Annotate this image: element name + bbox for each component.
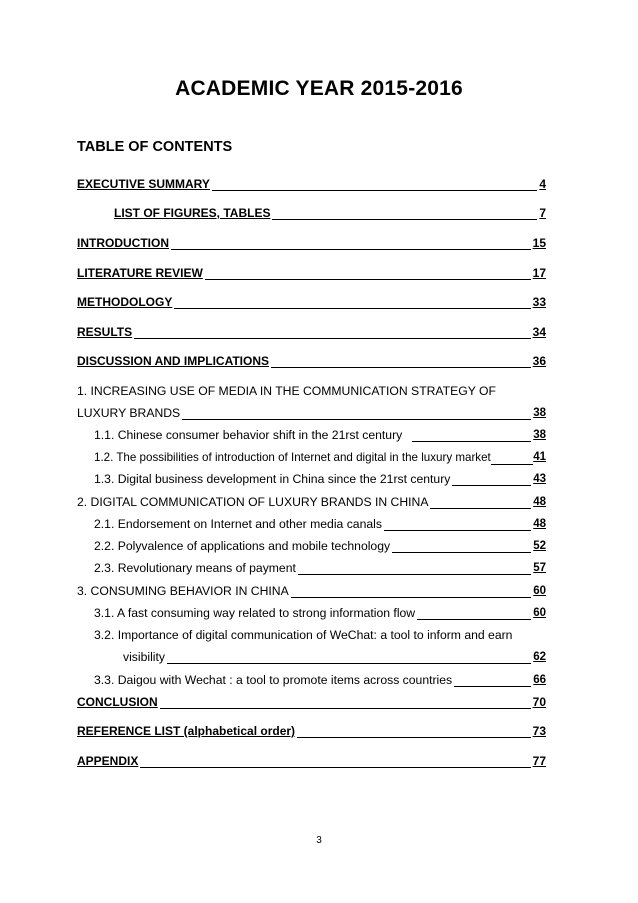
toc-entry-label: 1.1. Chinese consumer behavior shift in the 21rst century	[94, 428, 403, 442]
leader-line	[417, 619, 531, 620]
toc-entry-page: 7	[539, 206, 546, 220]
toc-entry-page: 34	[532, 325, 546, 339]
toc-entry-page: 33	[532, 295, 546, 309]
toc-entry-3-2-line1[interactable]: 3.2. Importance of digital communication of WeChat: a tool to inform and earn	[94, 628, 513, 642]
toc-entry-label: REFERENCE LIST (alphabetical order)	[77, 724, 296, 738]
leader-line	[298, 574, 531, 575]
toc-entry-page: 73	[532, 724, 546, 738]
leader-line	[212, 190, 537, 191]
toc-entry-label: DISCUSSION AND IMPLICATIONS	[77, 354, 270, 368]
leader-line	[160, 708, 531, 709]
toc-entry-page: 4	[539, 177, 546, 191]
toc-entry-2-2[interactable]	[94, 539, 546, 554]
toc-entry-list-of-figures[interactable]	[114, 206, 546, 221]
leader-line	[430, 508, 531, 509]
toc-entry-label: 2.2. Polyvalence of applications and mobile technology	[94, 539, 391, 553]
leader-line	[134, 338, 531, 339]
toc-entry-page: 38	[533, 429, 546, 441]
toc-entry-section1[interactable]	[77, 406, 546, 421]
toc-entry-label: CONCLUSION	[77, 695, 158, 709]
toc-entry-discussion[interactable]	[77, 354, 546, 369]
leader-line	[171, 249, 531, 250]
toc-entry-label: LITERATURE REVIEW	[77, 266, 203, 280]
toc-entry-section1-line1[interactable]: 1. INCREASING USE OF MEDIA IN THE COMMUNICATION STRATEGY OF	[77, 384, 496, 398]
leader-line	[291, 597, 531, 598]
toc-entry-2-3[interactable]	[94, 561, 546, 576]
toc-entry-literature-review[interactable]	[77, 266, 546, 281]
toc-entry-label: LUXURY BRANDS	[77, 406, 181, 420]
toc-entry-label: RESULTS	[77, 325, 133, 339]
leader-line	[392, 552, 531, 553]
toc-entry-methodology[interactable]	[77, 295, 546, 310]
toc-entry-page: 62	[533, 651, 546, 663]
toc-entry-page: 57	[533, 562, 546, 574]
leader-line	[491, 464, 533, 465]
toc-entry-results[interactable]	[77, 325, 546, 340]
toc-entry-label: APPENDIX	[77, 754, 139, 768]
toc-entry-label: EXECUTIVE SUMMARY	[77, 177, 210, 191]
leader-line	[454, 686, 531, 687]
toc-entry-page: 48	[533, 496, 546, 508]
toc-entry-page: 77	[532, 754, 546, 768]
toc-entry-label: LIST OF FIGURES, TABLES	[114, 206, 271, 220]
toc-entry-1-2[interactable]	[94, 450, 546, 465]
toc-entry-page: 17	[532, 266, 546, 280]
toc-entry-page: 15	[532, 236, 546, 250]
leader-line	[174, 308, 530, 309]
toc-entry-label: 2. DIGITAL COMMUNICATION OF LUXURY BRANDS IN CHINA	[77, 495, 429, 509]
leader-line	[182, 419, 531, 420]
toc-entry-page: 70	[532, 695, 546, 709]
toc-entry-1-3[interactable]	[94, 472, 546, 487]
leader-line	[205, 279, 531, 280]
toc-entry-label: 2.3. Revolutionary means of payment	[94, 561, 296, 575]
toc-entry-label: 3.1. A fast consuming way related to strong information flow	[94, 606, 416, 620]
toc-entry-label: METHODOLOGY	[77, 295, 173, 309]
leader-line	[412, 441, 531, 442]
toc-entry-section3[interactable]	[77, 584, 546, 599]
toc-entry-label: 1.3. Digital business development in China since the 21rst century	[94, 472, 451, 486]
page-title: ACADEMIC YEAR 2015-2016	[175, 77, 463, 100]
toc-entry-label: 1.2. The possibilities of introduction of Internet and digital in the luxury market	[94, 451, 491, 464]
leader-line	[452, 485, 531, 486]
toc-entry-page: 36	[532, 354, 546, 368]
leader-line	[272, 219, 537, 220]
toc-entry-3-1[interactable]	[94, 606, 546, 621]
toc-entry-reference-list[interactable]	[77, 724, 546, 739]
leader-line	[140, 767, 530, 768]
toc-heading: TABLE OF CONTENTS	[77, 139, 233, 155]
leader-line	[271, 367, 531, 368]
toc-entry-section2[interactable]	[77, 495, 546, 510]
toc-entry-2-1[interactable]	[94, 517, 546, 532]
toc-entry-page: 48	[533, 518, 546, 530]
toc-entry-page: 38	[533, 407, 546, 419]
toc-entry-executive-summary[interactable]	[77, 177, 546, 192]
toc-entry-appendix[interactable]	[77, 754, 546, 769]
toc-entry-3-3[interactable]	[94, 673, 546, 688]
toc-entry-page: 60	[533, 607, 546, 619]
toc-entry-introduction[interactable]	[77, 236, 546, 251]
toc-entry-page: 43	[533, 473, 546, 485]
page-number: 3	[316, 835, 322, 846]
toc-entry-page: 60	[533, 585, 546, 597]
toc-entry-label: 3.3. Daigou with Wechat : a tool to promote items across countries	[94, 673, 453, 687]
leader-line	[167, 663, 531, 664]
toc-entry-label: INTRODUCTION	[77, 236, 169, 250]
toc-entry-label: 2.1. Endorsement on Internet and other media canals	[94, 517, 382, 531]
toc-entry-1-1[interactable]	[94, 428, 546, 443]
toc-entry-page: 66	[533, 674, 546, 686]
toc-entry-page: 41	[533, 451, 546, 463]
toc-entry-label: 3. CONSUMING BEHAVIOR IN CHINA	[77, 584, 289, 598]
leader-line	[384, 530, 531, 531]
toc-entry-conclusion[interactable]	[77, 695, 546, 710]
toc-entry-label: visibility	[123, 650, 165, 664]
leader-line	[297, 737, 531, 738]
toc-entry-3-2[interactable]	[123, 650, 546, 665]
toc-entry-page: 52	[533, 540, 546, 552]
